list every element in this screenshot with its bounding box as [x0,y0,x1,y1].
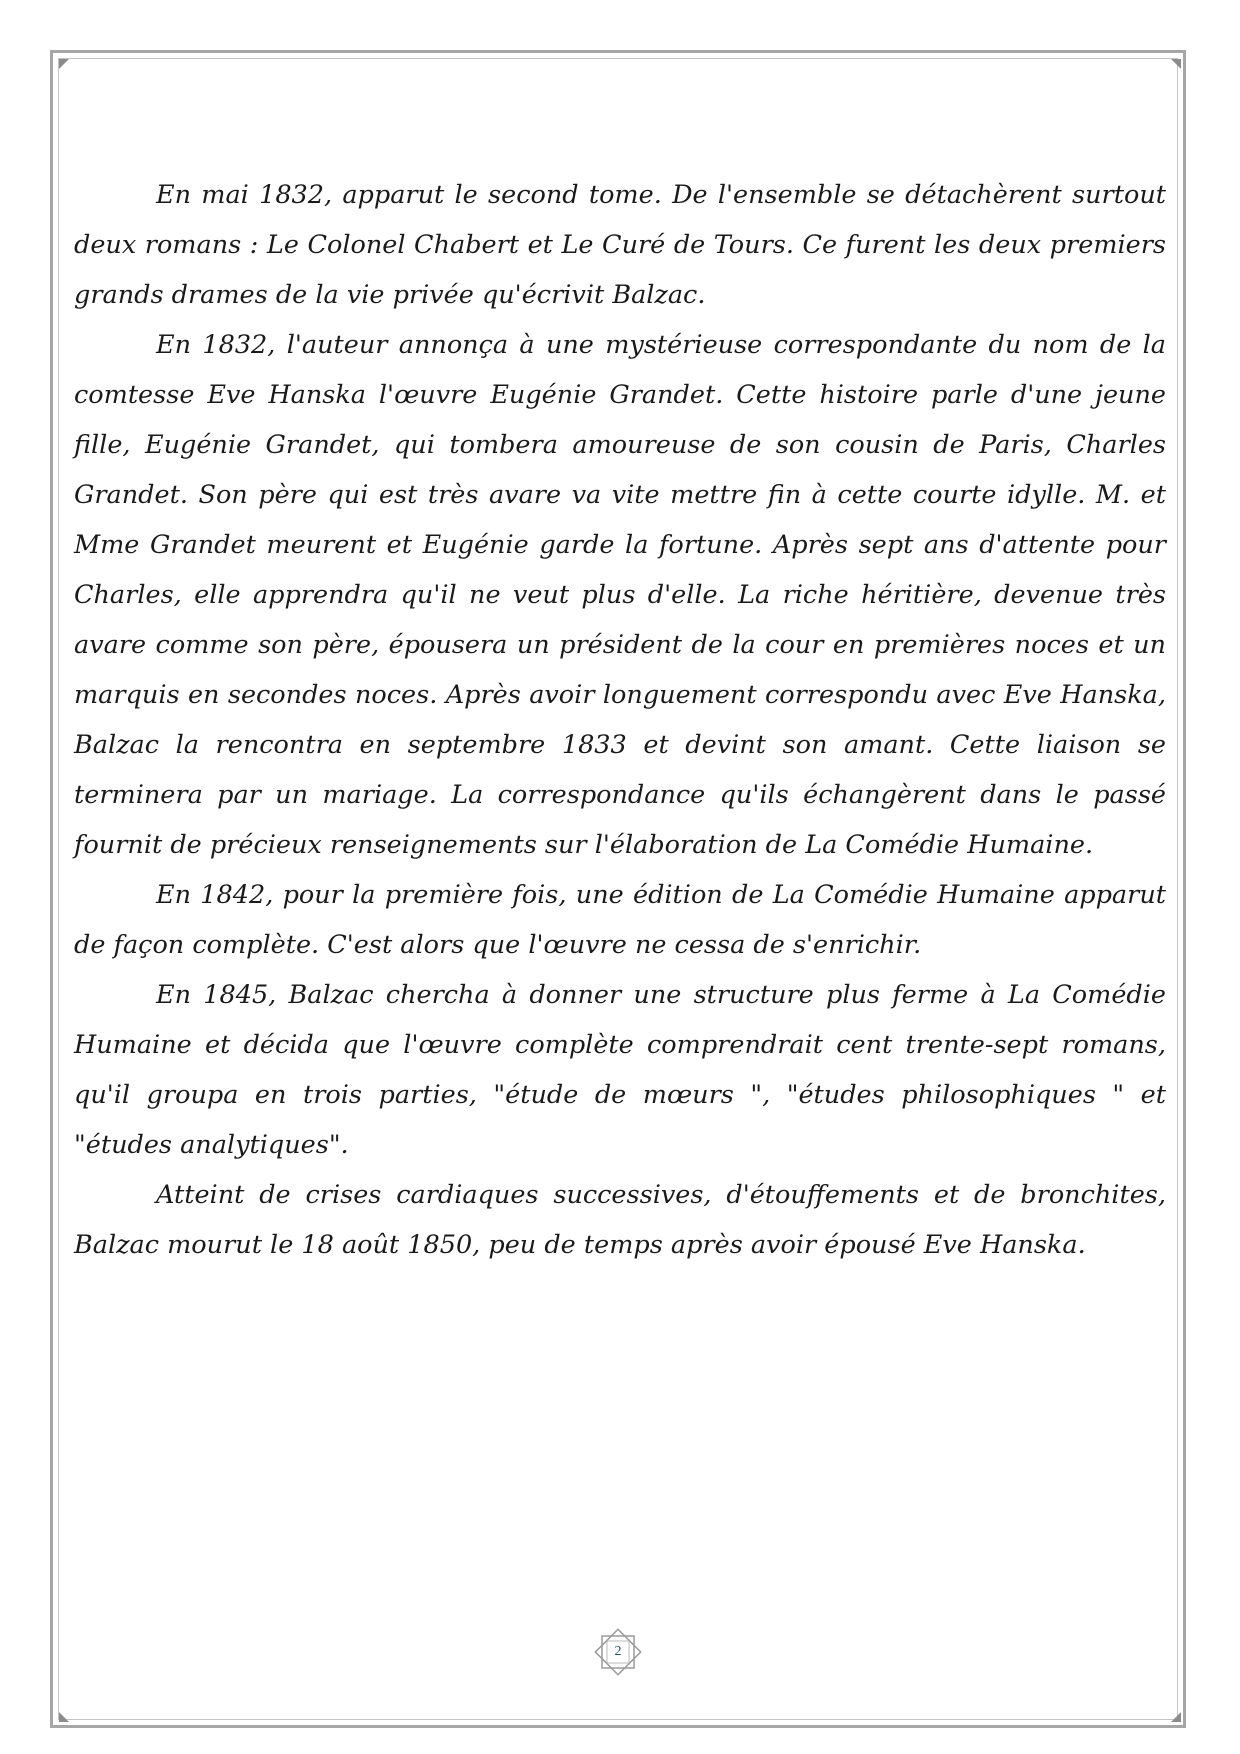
document-body [74,170,1166,1270]
paragraph-4: En 1845, Balzac chercha à donner une structure plus ferme à La Comédie Humaine et décida que l'œuvre complète comprendrait cent trente-sept romans, qu'il groupa en trois parties, "étude de mœurs ", "études philosophiques " et "études analytiques". [74,980,1166,1160]
paragraph-2: En 1832, l'auteur annonça à une mystérieuse correspondante du nom de la comtesse Eve Hanska l'œuvre Eugénie Grandet. Cette histoire parle d'une jeune fille, Eugénie Grandet, qui tombera amoureuse de son cousin de Paris, Charles Grandet. Son père qui est très avare va vite mettre fin à cette courte idylle. M. et Mme Grandet meurent et Eugénie garde la fortune. Après sept ans d'attente pour Charles, elle apprendra qu'il ne veut plus d'elle. La riche héritière, devenue très avare comme son père, épousera un président de la cour en premières noces et un marquis en secondes noces. Après avoir longuement correspondu avec Eve Hanska, Balzac la rencontra en septembre 1833 et devint son amant. Cette liaison se terminera par un mariage. La correspondance qu'ils échangèrent dans le passé fournit de précieux renseignements sur l'élaboration de La Comédie Humaine. [74,330,1166,860]
corner-ornament-top-right [1171,59,1181,69]
paragraph-1: En mai 1832, apparut le second tome. De l'ensemble se détachèrent surtout deux romans : Le Colonel Chabert et Le Curé de Tours. Ce furent les deux premiers grands drames de la vie privée qu'écrivit Balzac. [74,180,1166,310]
paragraph-5: Atteint de crises cardiaques successives, d'étouffements et de bronchites, Balzac mourut le 18 août 1850, peu de temps après avoir épousé Eve Hanska. [74,1180,1166,1260]
corner-ornament-bottom-right [1171,1712,1181,1722]
page-number-ornament [586,1620,650,1684]
page-number: 2 [614,1644,622,1659]
corner-ornament-bottom-left [59,1712,69,1722]
corner-ornament-top-left [59,59,69,69]
paragraph-3: En 1842, pour la première fois, une édition de La Comédie Humaine apparut de façon complète. C'est alors que l'œuvre ne cessa de s'enrichir. [74,880,1166,960]
